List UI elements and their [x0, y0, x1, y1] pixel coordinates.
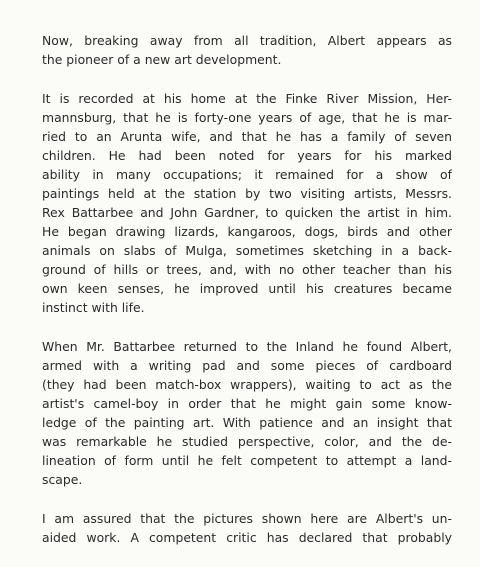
text-line: It is recorded at his home at the Finke River Mission, Her- — [42, 91, 452, 106]
text-line: ried to an Arunta wife, and that he has a family of seven — [42, 129, 452, 144]
paragraph-training — [42, 337, 452, 489]
text-line: ledge of the painting art. With patience and an insight that — [42, 415, 452, 430]
document-page — [42, 31, 452, 567]
text-line: instinct with life. — [42, 300, 145, 315]
text-line: own keen senses, he improved until his creatures became — [42, 281, 452, 296]
text-line: children. He had been noted for years for his marked — [42, 148, 452, 163]
text-line: the pioneer of a new art development. — [42, 52, 282, 67]
text-line: armed with a writing pad and some pieces of cardboard — [42, 358, 452, 373]
text-line: (they had been match-box wrappers), waiting to act as the — [42, 377, 452, 392]
text-line: lineation of form until he felt competent to attempt a land- — [42, 453, 452, 468]
text-line: scape. — [42, 472, 83, 487]
text-line: When Mr. Battarbee returned to the Inland he found Albert, — [42, 339, 452, 354]
text-line: Now, breaking away from all tradition, Albert appears as — [42, 33, 452, 48]
text-line: ability in many occupations; it remained for a show of — [42, 167, 452, 182]
text-line: artist's camel-boy in order that he might gain some know- — [42, 396, 452, 411]
text-line: paintings held at the station by two visiting artists, Messrs. — [42, 186, 452, 201]
paragraph-assessment — [42, 509, 452, 547]
text-line: He began drawing lizards, kangaroos, dogs, birds and other — [42, 224, 452, 239]
paragraph-background — [42, 89, 452, 317]
text-line: animals on slabs of Mulga, sometimes sketching in a back- — [42, 243, 452, 258]
text-line: aided work. A competent critic has declared that probably — [42, 530, 452, 545]
text-line: Rex Battarbee and John Gardner, to quicken the artist in him. — [42, 205, 452, 220]
text-line: was remarkable he studied perspective, color, and the de- — [42, 434, 452, 449]
paragraph-intro — [42, 31, 452, 69]
text-line: mannsburg, that he is forty-one years of age, that he is mar- — [42, 110, 452, 125]
text-line: I am assured that the pictures shown here are Albert's un- — [42, 511, 452, 526]
text-line: ground of hills or trees, and, with no other teacher than his — [42, 262, 452, 277]
